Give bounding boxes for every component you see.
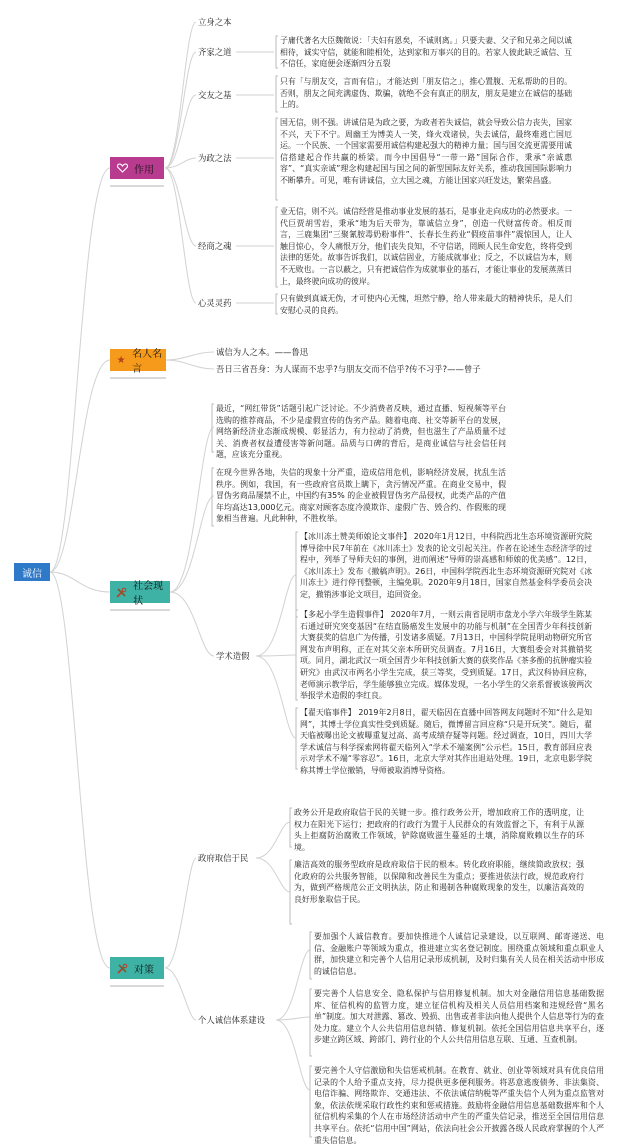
text-jiaoyou: 只有「与朋友交，言而有信」，才能达到「朋友信之」，推心置腹、无私帮助的目的。否则，朋友之间充满虚伪、欺骗，就绝不会有真正的朋友，朋友是建立在诚信的基础上的。 — [280, 77, 572, 110]
category-quotes[interactable] — [110, 349, 166, 375]
category-label: 社会现状 — [133, 581, 164, 607]
root-node[interactable]: 诚信 — [14, 563, 50, 581]
academic-case-3: 【翟天临事件】 2019年2月8日，翟天临因在直播中回答网友问题时不知“什么是知网”，其博士学位真实性受到质疑。随后，微博留言回应称“只是开玩笑”。随后，翟天临被曝出论文被曝重复过高、高考成绩存疑等问题。经过调查，10日，四川大学学术诚信与科学探索网将翟天临列入“学术不端案例”公示栏。15日，教育部回应表示对学术不端“零容忍”。16日，北京大学对其作出退站处理。19日，北京电影学院称其博士学位撤销，导师被取消博导资格。 — [300, 708, 592, 775]
quote-zengzi[interactable]: 吾日三省吾身：为人谋而不忠乎?与朋友交而不信乎?传不习乎?——曾子 — [216, 364, 481, 374]
node-jiaoyou[interactable]: 交友之基 — [198, 90, 232, 100]
category-label: 作用 — [134, 164, 154, 176]
personal-text-3: 要完善个人守信激励和失信惩戒机制。在教育、就业、创业等领域对具有优良信用记录的个人给予重点支持，尽力提供更多便利服务。将恶意逃废债务、非法集资、电信诈骗、网络欺诈、交通违法、不依法诚信纳税等严重失信个人列为重点监管对象，依法依规采取行政性约束和惩戒措施。鼓励将金融信用信息基础数据库和个人征信机构采集的个人在市场经济活动中产生的严重失信记录，推送至全国信用信息共享平台。依托“信用中国”网站，依法向社会公开披露各级人民政府掌握的个人严重失信信息。 — [314, 1066, 604, 1145]
category-label: 名人名言 — [132, 349, 163, 375]
academic-case-2: 【多起小学生造假事件】 2020年7月，一则云南省昆明市盘龙小学六年级学生陈某石通过研究突变基因“在结直肠癌发生发展中的功能与机制”在全国青少年科技创新大赛获奖的信息广为传播，引发诸多质疑。7月13日，中国科学院昆明动物研究所官网发布声明称，正在对其父亲本所研究员调查。7月16日，大赛组委会对其撤销奖项。同月，湖北武汉一项全国青少年科技创新大赛的获奖作品《茶多酚的抗肿瘤实验研究》由武汉市两名小学生完成，获三等奖，受到质疑。17日，武汉科协回应称，老师演示教学后，学生能够独立完成。媒体发现，一名小学生的父亲系督被该骏两次举报学术造假的李红良。 — [300, 610, 592, 701]
star-icon: ★ — [116, 354, 126, 366]
gov-text-2: 廉洁高效的服务型政府是政府取信于民的根本。转化政府职能，继续简政放权；强化政府的公共服务智能，以保障和改善民生为重点；要推进依法行政，规范政府行为，做到严格规范公正文明执法，防止和遏制各种腐败现象的发生，以廉洁高效的良好形象取信于民。 — [294, 860, 584, 904]
tools-icon — [116, 962, 128, 974]
node-xinling[interactable]: 心灵灵药 — [198, 298, 232, 308]
category-label: 对策 — [134, 964, 154, 976]
node-weizheng[interactable]: 为政之法 — [198, 153, 232, 163]
text-weizheng: 国无信，则不强。讲诚信是为政之要，为政者若失诚信，就会导致公信力丧失，国家不兴，天下不宁。周幽王为博美人一笑，烽火戏诸侯，失去诚信，最终难逃亡国厄运。一个民族、一个国家需要用诚信构建起强大的精神力量；国与国交流更需要用诚信搭建起合作共赢的桥梁。而今中国倡导“一带一路”国际合作，秉承“亲诚惠容”、“真实亲诚”理念构建起国与国之间的新型国际友好关系，推动我国国际影响力不断攀升。可见，唯有讲诚信，立大国之魂，方能让国家兴旺发达，繁荣昌盛。 — [280, 118, 572, 185]
personal-text-1: 要加强个人诚信教育。要加快推进个人诚信记录建设，以互联网、邮寄递送、电信、金融账户等领域为重点，推进建立实名登记制度。围绕重点领域和重点职业人群，加快建立和完善个人信用记录形成机制，及时归集有关人员在相关活动中形成的诚信信息。 — [314, 932, 604, 976]
society-text-1: 最近，“网红带货”话题引起广泛讨论。不少消费者反映，通过直播、短视频等平台选购的推荐商品，不少是虚假宣传的伪劣产品。随着电商、社交等新平台的发展，网络新经济业态渐成规模、彰显活力，有力拉动了消费，但也滋生了产品质量不过关、消费者权益遭侵害等新问题。品质与口碑的背后，是商业诚信与社会信任问题，应该充分重视。 — [216, 404, 506, 460]
academic-case-1: 【冰川冻土赞美师娘论文事件】 2020年1月12日，中科院西北生态环境资源研究院博导徐中民7年前在《冰川冻土》发表的论文引起关注。作者在论述生态经济学的过程中，列举了导师夫妇的事例，进而阐述“导师的崇高感和师娘的优美感”。12日，《冰川冻土》发布《撤稿声明》。26日，中国科学院西北生态环境资源研究院对《冰川冻土》进行停刊整顿，主编免职。2020年9月18日，国家自然基金科学委员会决定，撤销涉事论文项目，追回资金。 — [300, 532, 592, 599]
node-qijia[interactable]: 齐家之道 — [198, 47, 232, 57]
node-lishen[interactable]: 立身之本 — [198, 17, 232, 27]
society-text-2: 在现今世界各地，失信的现象十分严重，造成信用危机，影响经济发展，扰乱生活秩序。例如，我国，有一些政府官员欺上瞒下，贪污情况严重。在商业交易中，假冒伪劣商品屡禁不止，中国约有35% 的企业被假冒伪劣产品侵权，此类产品的产值年均高达13,000亿元。商家对顾客态度冷漠欺诈、虚假广告、毁合约、作假账的现象相当普遍。凡此种种，不胜枚举。 — [216, 468, 506, 524]
node-gov[interactable]: 政府取信于民 — [198, 853, 249, 863]
node-jingshang[interactable]: 经商之魂 — [198, 241, 232, 251]
category-role[interactable] — [110, 157, 164, 179]
category-society[interactable] — [110, 581, 170, 607]
text-qijia: 子庸代著名大臣魏徵说：「夫妇有恩矣，不诚则离。」只要夫妻、父子和兄弟之间以诚相待，诚实守信，就能和睦相处，达到家和万事兴的目的。若家人彼此缺乏诚信、互不信任，家庭便会逐渐四分五裂 — [280, 36, 572, 69]
personal-text-2: 要完善个人信息安全、隐私保护与信用修复机制。加大对金融信用信息基础数据库、征信机构的监管力度，建立征信机构及相关人员信用档案和违规经营“黑名单”制度。加大对泄露、篡改、毁损、出售或者非法向他人提供个人信息等行为的查处力度。建立个人公共信用信息纠错、修复机制。依托全国信用信息共享平台，逐步建立跨区域、跨部门、跨行业的个人公共信用信息互联、互通、互查机制。 — [314, 989, 604, 1045]
node-academic[interactable]: 学术造假 — [216, 651, 250, 661]
category-measures[interactable] — [110, 957, 164, 979]
tools-icon — [116, 586, 127, 598]
gov-text-1: 政务公开是政府取信于民的关键一步。推行政务公开，增加政府工作的透明度，让权力在阳光下运行；把政府的行政行为置于人民群众的有效监督之下，有利于从源头上拒腐防治腐败工作领域，铲除腐败滋生蔓延的土壤，消除腐败赖以生存的环境。 — [294, 808, 584, 852]
node-personal[interactable]: 个人诚信体系建设 — [198, 1015, 265, 1025]
text-xinling: 只有做到真诚无伪，才可使内心无愧，坦然宁静，给人带来最大的精神快乐，是人们安慰心灵的良药。 — [280, 294, 572, 315]
heart-icon — [116, 162, 128, 174]
text-jingshang: 业无信，则不兴。诚信经营是推动事业发展的基石，是事业走向成功的必然要求。一代巨贾胡雪岩，秉承“地为后天带为，靠诚信立身”，创造一代财富传奇。相反而言，三鹿集团“三聚氰胺毒奶粉事件”、长春长生药业“假疫苗事件”震惊国人，让人触目惊心，令人痛恨万分，他们丧失良知，不守信诺，罔顾人民生命安危，终将受到法律的惩处。故事告诉我们，以诚信固业，方能成就事业；反之，不以诚信为本，则不无败也。一言以蔽之，只有把诚信作为成就事业的基石，才能让事业的发展蒸蒸日上，最终驶向成功的彼岸。 — [280, 207, 572, 286]
quote-luxun[interactable]: 诚信为人之本。——鲁迅 — [216, 347, 309, 357]
